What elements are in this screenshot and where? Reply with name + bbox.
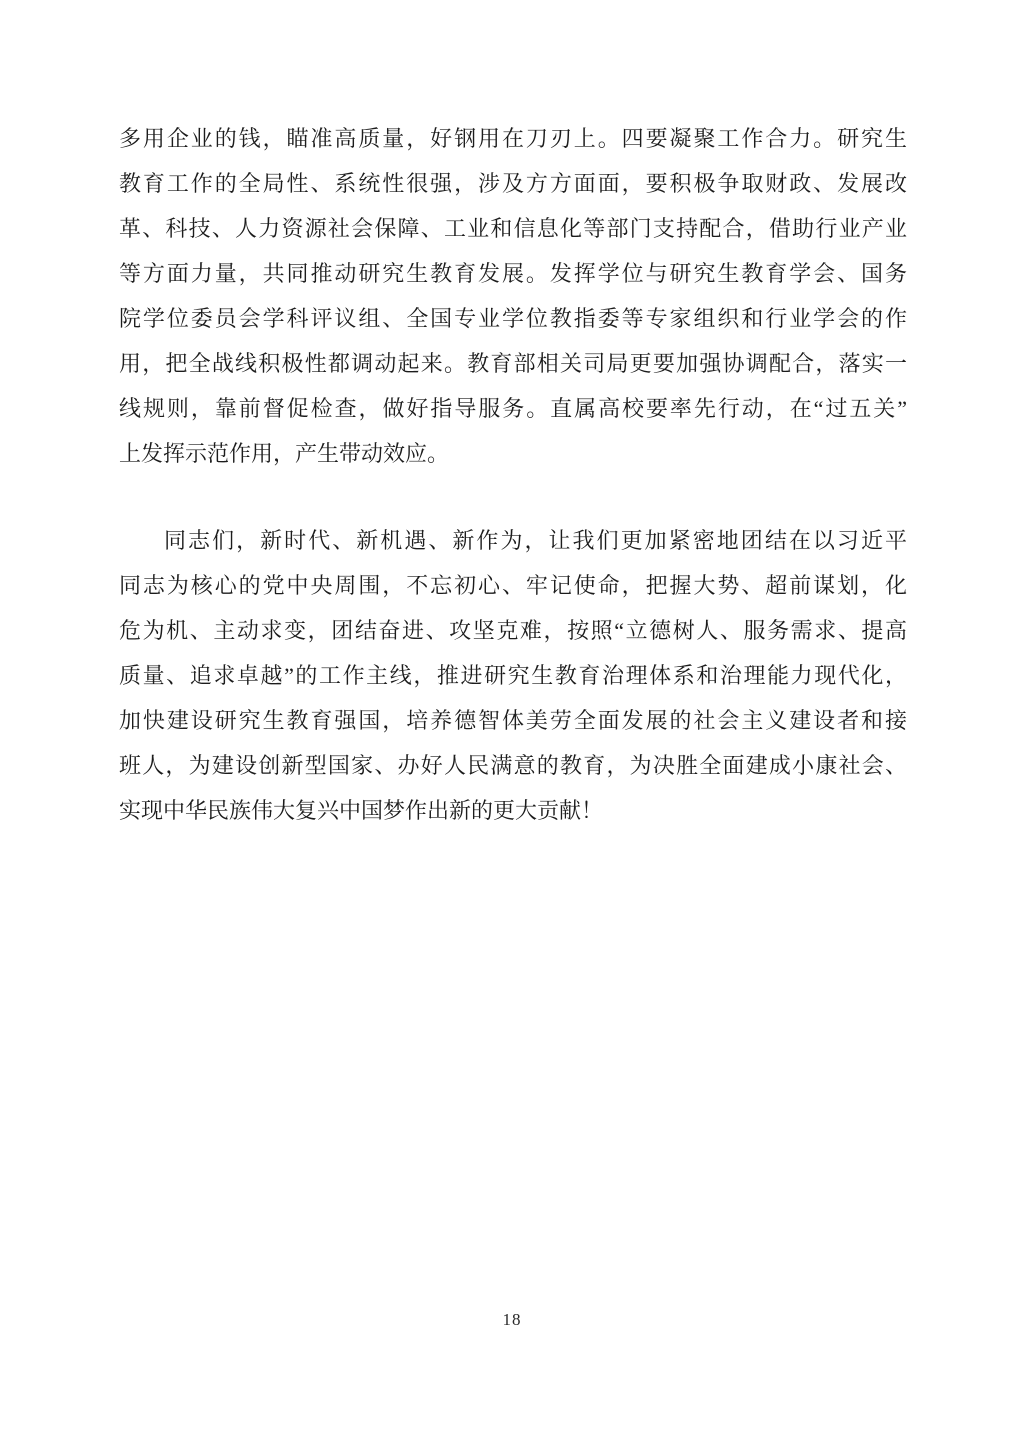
paragraph-1 xyxy=(119,116,907,476)
text-line: 上发挥示范作用，产生带动效应。 xyxy=(119,441,450,466)
text-line: 实现中华民族伟大复兴中国梦作出新的更大贡献！ xyxy=(119,798,604,823)
text-line: 教育工作的全局性、系统性很强，涉及方方面面，要积极争取财政、发展改 xyxy=(119,171,907,196)
text-line: 同志们，新时代、新机遇、新作为，让我们更加紧密地团结在以习近平 xyxy=(164,528,907,553)
text-line: 危为机、主动求变，团结奋进、攻坚克难，按照“立德树人、服务需求、提高 xyxy=(119,618,907,643)
text-line: 革、科技、人力资源社会保障、工业和信息化等部门支持配合，借助行业产业 xyxy=(119,216,907,241)
text-line: 用，把全战线积极性都调动起来。教育部相关司局更要加强协调配合，落实一 xyxy=(119,351,907,376)
text-line: 班人，为建设创新型国家、办好人民满意的教育，为决胜全面建成小康社会、 xyxy=(119,753,907,778)
text-line: 线规则，靠前督促检查，做好指导服务。直属高校要率先行动，在“过五关” xyxy=(119,396,907,421)
text-line: 同志为核心的党中央周围，不忘初心、牢记使命，把握大势、超前谋划，化 xyxy=(119,573,907,598)
text-line: 加快建设研究生教育强国，培养德智体美劳全面发展的社会主义建设者和接 xyxy=(119,708,907,733)
text-line: 院学位委员会学科评议组、全国专业学位教指委等专家组织和行业学会的作 xyxy=(119,306,907,331)
page-number: 18 xyxy=(502,1310,522,1329)
text-line: 多用企业的钱，瞄准高质量，好钢用在刀刃上。四要凝聚工作合力。研究生 xyxy=(119,126,907,151)
text-line: 等方面力量，共同推动研究生教育发展。发挥学位与研究生教育学会、国务 xyxy=(119,261,907,286)
paragraph-2 xyxy=(119,518,907,833)
text-line: 质量、追求卓越”的工作主线，推进研究生教育治理体系和治理能力现代化， xyxy=(119,663,907,688)
